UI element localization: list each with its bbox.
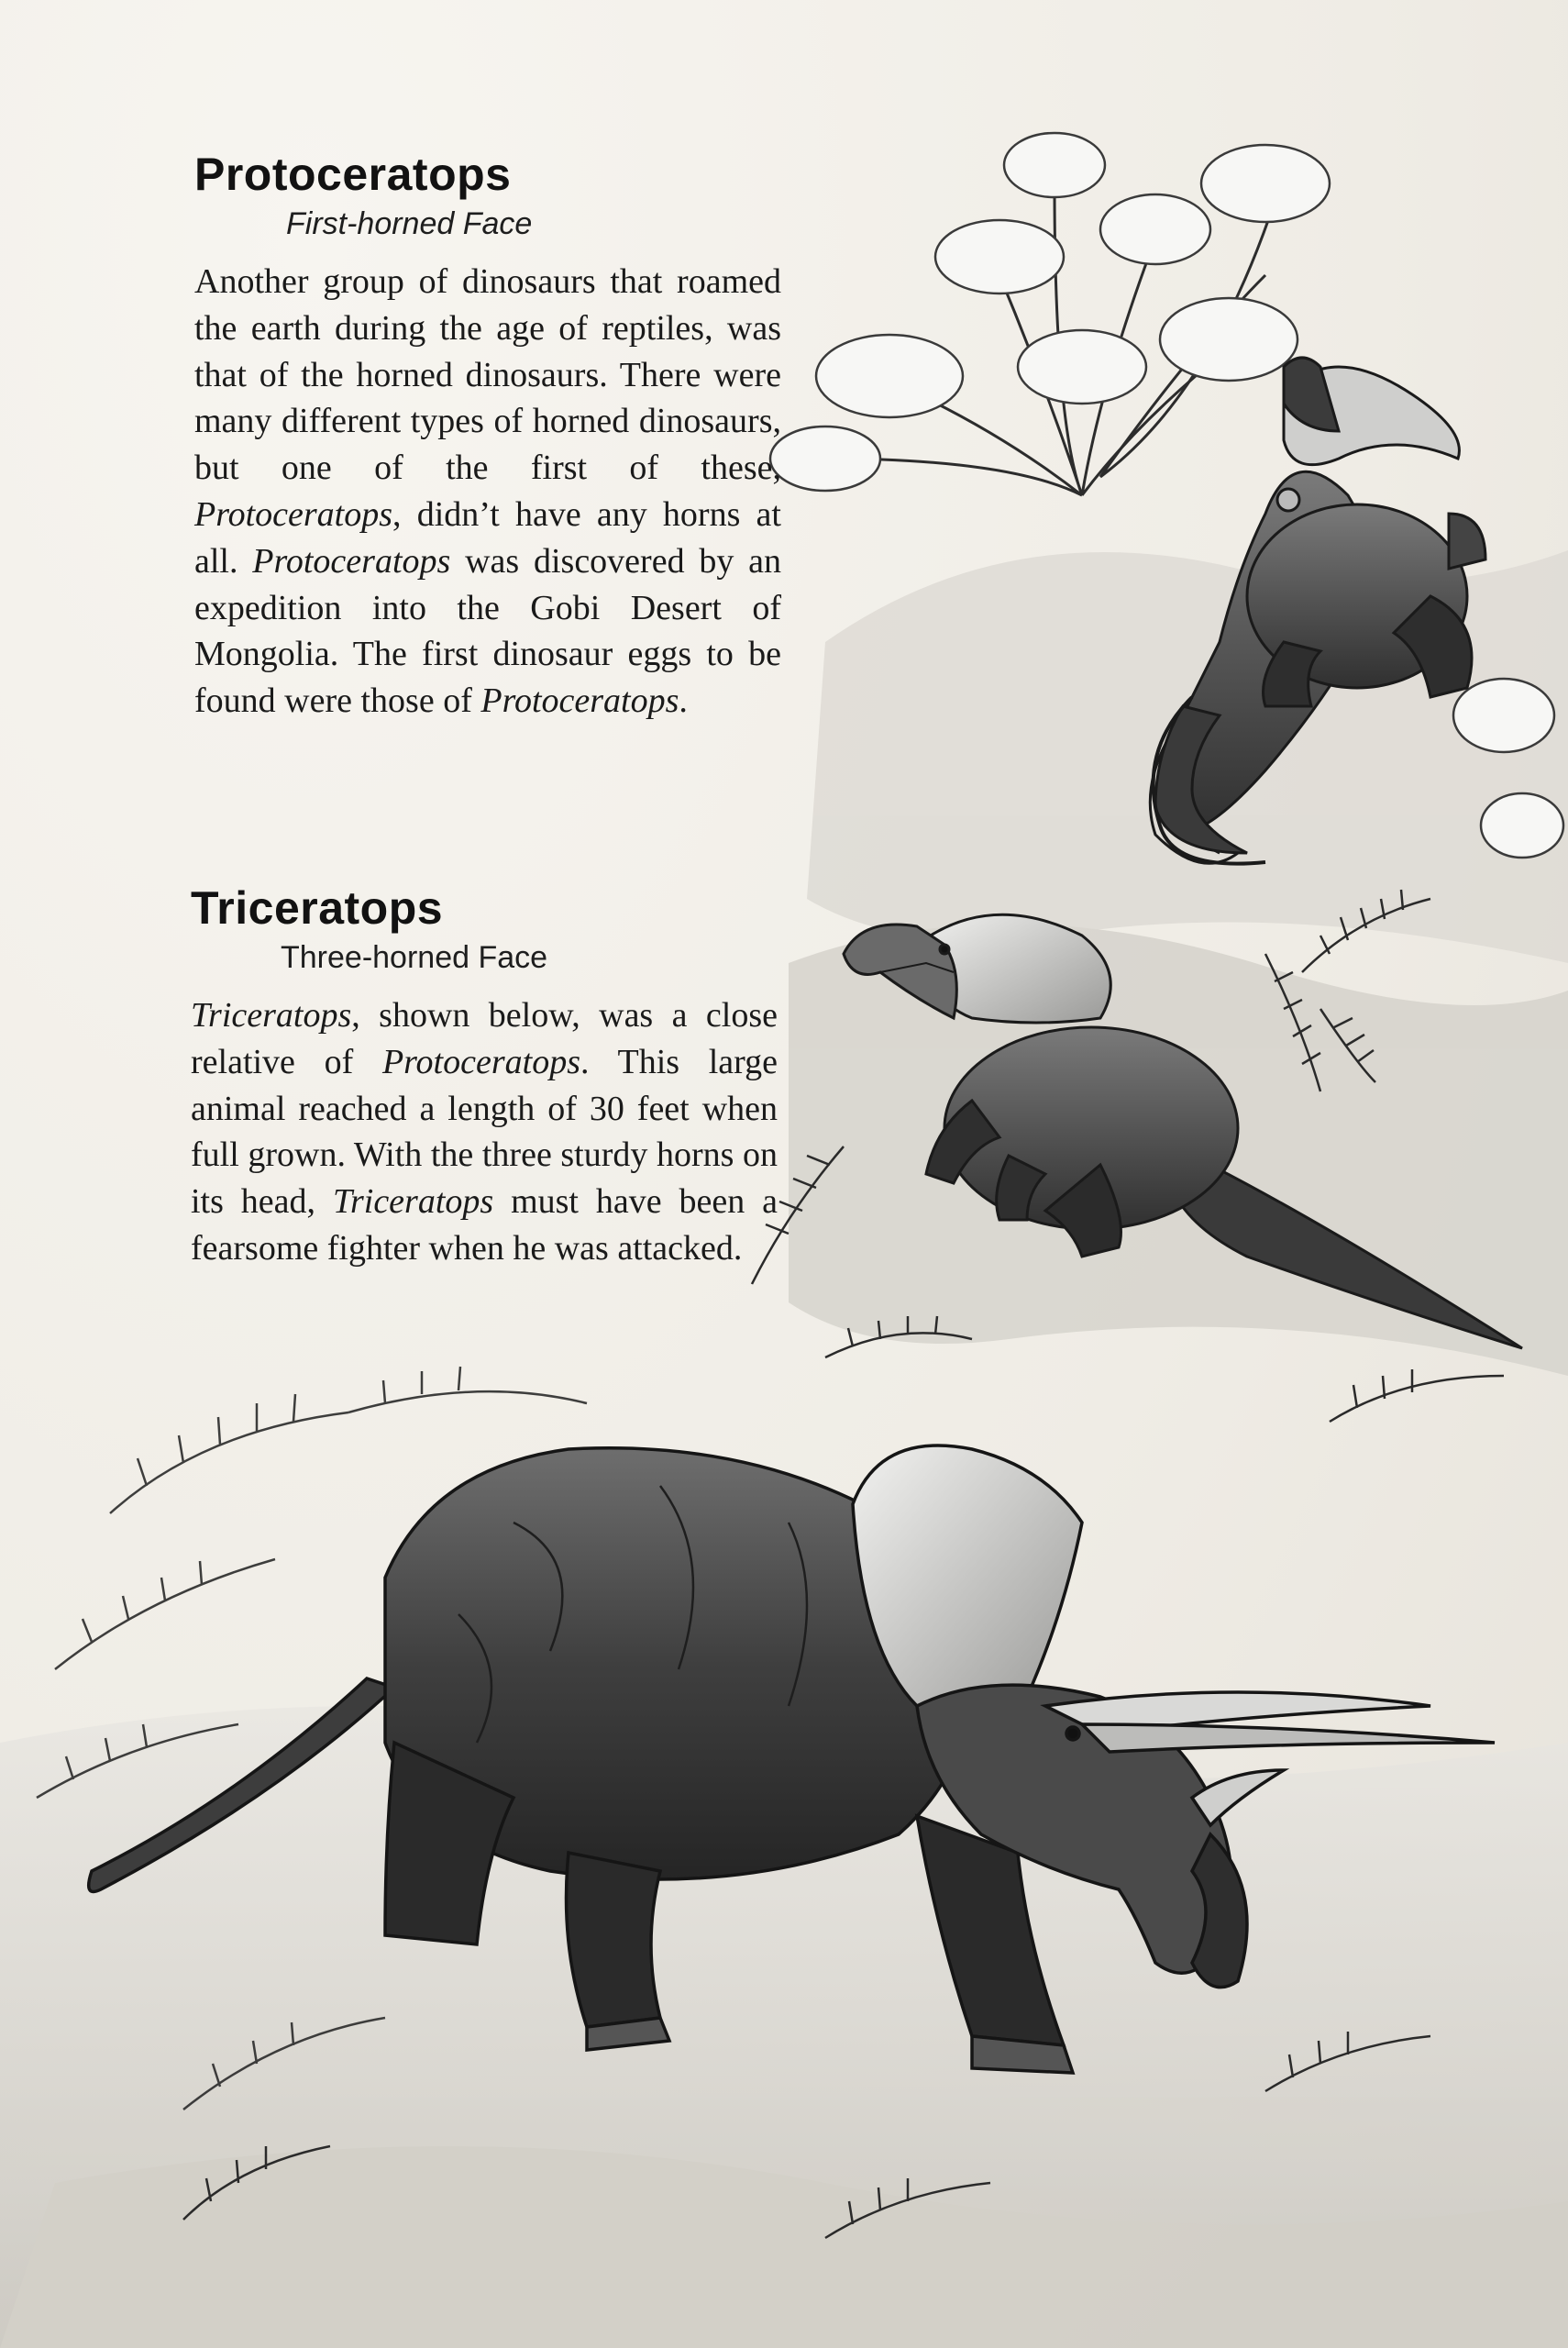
text-run: , didn’t have any horns at all. xyxy=(194,494,781,581)
text-run: . This large animal reached a length of 30 feet when full grown. With the three sturdy horns on its head, xyxy=(191,1042,778,1222)
italic-term: Triceratops xyxy=(332,1182,494,1222)
italic-term: Triceratops xyxy=(191,996,352,1035)
text-run: . xyxy=(679,681,688,721)
section-subtitle: First-horned Face xyxy=(286,206,533,241)
italic-term: Protoceratops xyxy=(194,494,393,534)
italic-term: Protoceratops xyxy=(252,541,451,581)
italic-term: Protoceratops xyxy=(381,1042,580,1081)
section-title: Protoceratops xyxy=(194,149,512,200)
italic-term: Protoceratops xyxy=(480,681,679,721)
section-title: Triceratops xyxy=(191,882,444,934)
section-subtitle: Three-horned Face xyxy=(281,940,548,975)
text-run: Another group of dinosaurs that roamed the earth during the age of reptiles, was that of the horned dinosaurs. There were many different types of horned dinosaurs, but one of the first of these, xyxy=(194,262,781,488)
text-run: must have been a fearsome fighter when he was attacked. xyxy=(191,1182,778,1268)
section-triceratops xyxy=(191,880,778,1272)
section-body xyxy=(194,259,781,725)
text-run: , shown below, was a close relative of xyxy=(191,996,778,1081)
section-body xyxy=(191,992,778,1272)
text-run: was discovered by an expedition into the Gobi Desert of Mongolia. The first dinosaur eggs to be found were those of xyxy=(194,541,782,721)
landscape-wash xyxy=(0,550,1568,2348)
section-protoceratops xyxy=(194,147,781,725)
